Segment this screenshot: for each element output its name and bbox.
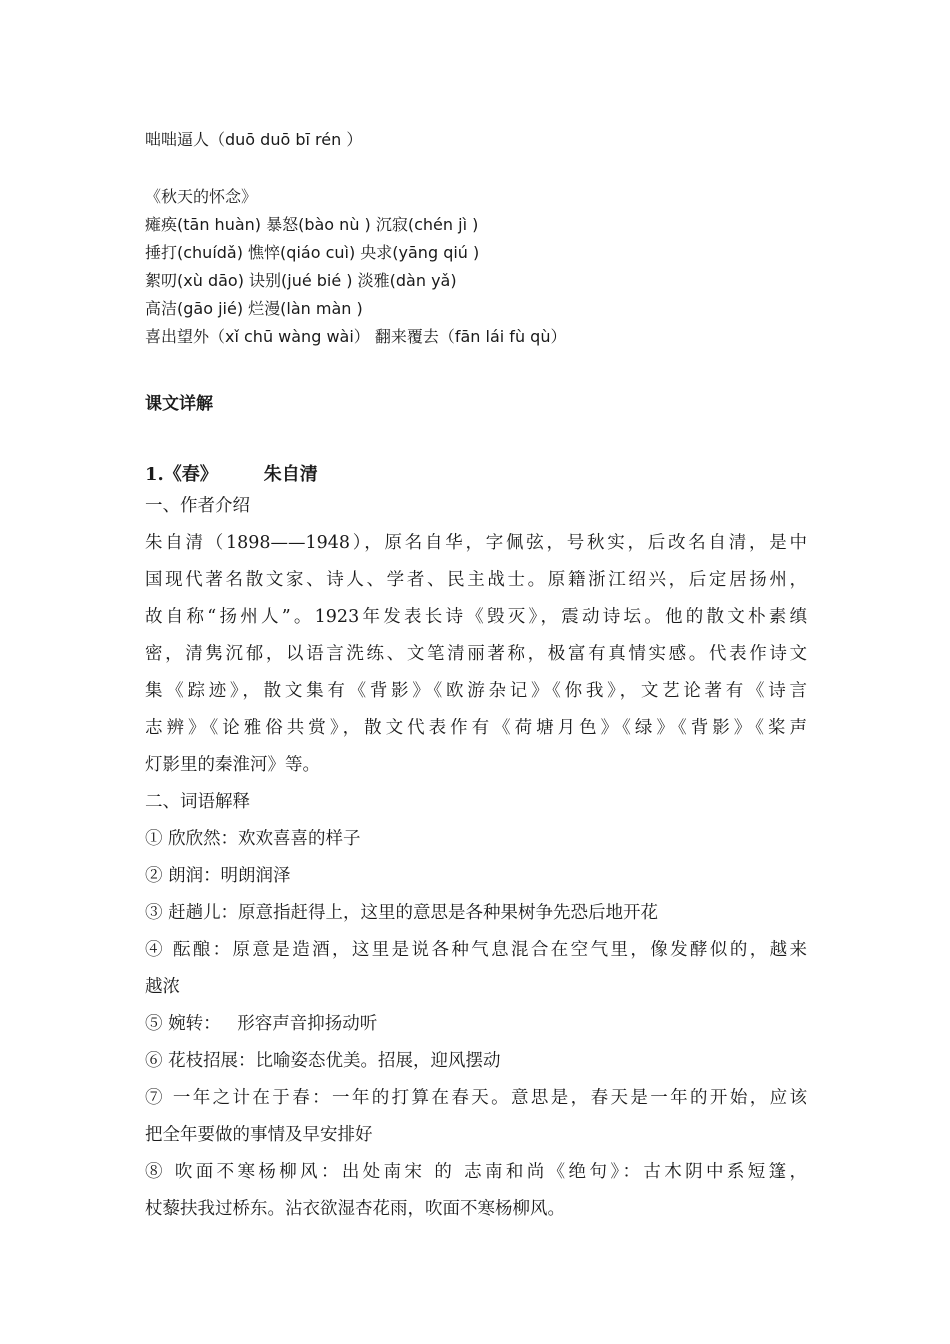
vocab-item: ⑧ 吹面不寒杨柳风：出处南宋 的 志南和尚《绝句》：古木阴中系短篷，	[145, 1162, 807, 1182]
author-intro-line: 故自称“扬州人”。1923年发表长诗《毁灭》，震动诗坛。他的散文朴素缜	[145, 607, 807, 627]
vocab-item: ⑦ 一年之计在于春：一年的打算在春天。意思是，春天是一年的开始，应该	[145, 1088, 807, 1108]
vocab-item: ② 朗润：明朗润泽	[145, 866, 291, 886]
section-title: 课文详解	[145, 394, 213, 414]
vocab-item: ③ 赶趟儿：原意指赶得上，这里的意思是各种果树争先恐后地开花	[145, 903, 659, 923]
autumn-vocab-line: 高洁(gāo jié) 烂漫(làn màn )	[145, 299, 363, 318]
autumn-vocab-line: 絮叨(xù dāo) 诀别(jué bié ) 淡雅(dàn yǎ)	[145, 271, 457, 290]
vocab-item-cont: 杖藜扶我过桥东。沾衣欲湿杏花雨，吹面不寒杨柳风。	[145, 1199, 565, 1219]
vocab-item: ④ 酝酿：原意是造酒，这里是说各种气息混合在空气里，像发酵似的，越来	[145, 940, 807, 960]
autumn-vocab-line: 喜出望外（xǐ chū wàng wài） 翻来覆去（fān lái fù qù）	[145, 327, 567, 346]
author-intro-line: 朱自清（1898——1948），原名自华，字佩弦，号秋实，后改名自清，是中	[145, 533, 807, 553]
author-intro-heading: 一、作者介绍	[145, 496, 250, 516]
vocab-line-top: 咄咄逼人（duō duō bī rén ）	[145, 130, 363, 149]
autumn-vocab-line: 瘫痪(tān huàn) 暴怒(bào nù ) 沉寂(chén jì )	[145, 215, 479, 234]
author-intro-line: 密，清隽沉郁，以语言洗练、文笔清丽著称，极富有真情实感。代表作诗文	[145, 644, 807, 664]
author-intro-line: 集《踪迹》，散文集有《背影》《欧游杂记》《你我》，文艺论著有《诗言	[145, 681, 807, 701]
lesson-title-text: 1.《春》	[145, 464, 218, 485]
vocab-heading: 二、词语解释	[145, 792, 250, 812]
vocab-item: ⑤ 婉转： 形容声音抑扬动听	[145, 1014, 378, 1034]
lesson-author: 朱自清	[263, 464, 318, 485]
autumn-heading: 《秋天的怀念》	[145, 187, 258, 206]
vocab-item: ⑥ 花枝招展：比喻姿态优美。招展，迎风摆动	[145, 1051, 501, 1071]
lesson-body	[145, 488, 807, 1228]
vocab-item-cont: 越浓	[145, 977, 180, 997]
vocab-item-cont: 把全年要做的事情及早安排好	[145, 1125, 373, 1145]
vocab-item: ① 欣欣然：欢欢喜喜的样子	[145, 829, 361, 849]
lesson-title	[145, 460, 318, 486]
autumn-vocab-line: 捶打(chuídǎ) 憔悴(qiáo cuì) 央求(yāng qiú )	[145, 243, 480, 262]
author-intro-line: 志辨》《论雅俗共赏》，散文代表作有《荷塘月色》《绿》《背影》《桨声	[145, 718, 807, 738]
author-intro-line: 国现代著名散文家、诗人、学者、民主战士。原籍浙江绍兴，后定居扬州，	[145, 570, 807, 590]
author-intro-line: 灯影里的秦淮河》等。	[145, 755, 320, 775]
